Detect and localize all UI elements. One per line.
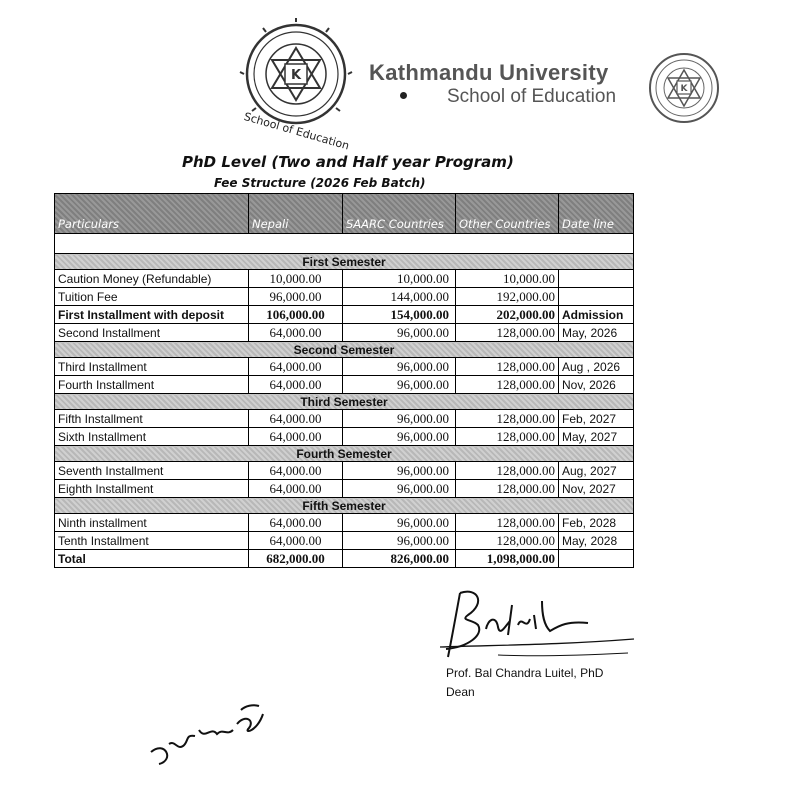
particular-cell: First Installment with deposit (55, 306, 249, 324)
particular-cell: Third Installment (55, 358, 249, 376)
table-row (55, 324, 634, 342)
saarc-cell: 96,000.00 (343, 376, 456, 394)
semester-label: Fifth Semester (55, 498, 634, 514)
saarc-cell: 144,000.00 (343, 288, 456, 306)
other-cell: 128,000.00 (456, 324, 559, 342)
semester-label: First Semester (55, 254, 634, 270)
header-nepali: Nepali (249, 194, 343, 234)
nepali-cell: 64,000.00 (249, 532, 343, 550)
header-other: Other Countries (456, 194, 559, 234)
particular-cell: Sixth Installment (55, 428, 249, 446)
date-cell: Feb, 2027 (559, 410, 634, 428)
header-date-line: Date line (559, 194, 634, 234)
saarc-cell: 96,000.00 (343, 324, 456, 342)
semester-label: Third Semester (55, 394, 634, 410)
other-cell: 128,000.00 (456, 376, 559, 394)
semester-heading (55, 394, 634, 410)
dean-name: Prof. Bal Chandra Luitel, PhD (446, 666, 604, 680)
other-cell: 128,000.00 (456, 532, 559, 550)
saarc-cell: 96,000.00 (343, 532, 456, 550)
other-cell: 128,000.00 (456, 514, 559, 532)
nepali-cell: 64,000.00 (249, 358, 343, 376)
blank-row (55, 234, 634, 254)
other-cell: 128,000.00 (456, 410, 559, 428)
nepali-cell: 64,000.00 (249, 428, 343, 446)
date-cell: Aug , 2026 (559, 358, 634, 376)
date-cell: Admission (559, 306, 634, 324)
particular-cell: Fifth Installment (55, 410, 249, 428)
particular-cell: Tuition Fee (55, 288, 249, 306)
other-cell: 128,000.00 (456, 358, 559, 376)
nepali-cell: 64,000.00 (249, 324, 343, 342)
dean-signature (438, 585, 638, 670)
table-row (55, 514, 634, 532)
saarc-cell: 96,000.00 (343, 410, 456, 428)
table-row (55, 410, 634, 428)
svg-text:K: K (680, 84, 688, 94)
nepali-cell: 64,000.00 (249, 480, 343, 498)
saarc-cell: 154,000.00 (343, 306, 456, 324)
seal-arc-text: School of Education (242, 110, 351, 153)
semester-label: Fourth Semester (55, 446, 634, 462)
nepali-cell: 10,000.00 (249, 270, 343, 288)
table-row (55, 428, 634, 446)
total-label: Total (55, 550, 249, 568)
svg-text:K: K (290, 68, 302, 83)
particular-cell: Fourth Installment (55, 376, 249, 394)
semester-label: Second Semester (55, 342, 634, 358)
nepali-cell: 64,000.00 (249, 462, 343, 480)
school-of-education-seal (236, 18, 360, 153)
table-row (55, 358, 634, 376)
date-cell: Aug, 2027 (559, 462, 634, 480)
header-saarc: SAARC Countries (343, 194, 456, 234)
saarc-cell: 96,000.00 (343, 358, 456, 376)
total-row (55, 550, 634, 568)
other-cell: 192,000.00 (456, 288, 559, 306)
table-row (55, 270, 634, 288)
saarc-cell: 10,000.00 (343, 270, 456, 288)
table-row (55, 306, 634, 324)
university-seal (646, 50, 722, 126)
semester-heading (55, 446, 634, 462)
particular-cell: Second Installment (55, 324, 249, 342)
other-cell: 128,000.00 (456, 480, 559, 498)
dean-title: Dean (446, 685, 475, 699)
date-cell: Nov, 2026 (559, 376, 634, 394)
other-cell: 128,000.00 (456, 428, 559, 446)
table-row (55, 462, 634, 480)
table-header-row (55, 194, 634, 234)
nepali-cell: 64,000.00 (249, 410, 343, 428)
date-cell (559, 288, 634, 306)
saarc-cell: 96,000.00 (343, 514, 456, 532)
date-cell: Feb, 2028 (559, 514, 634, 532)
fee-structure-table (54, 193, 634, 568)
particular-cell: Tenth Installment (55, 532, 249, 550)
semester-heading (55, 342, 634, 358)
particular-cell: Caution Money (Refundable) (55, 270, 249, 288)
total-date (559, 550, 634, 568)
handwritten-signature (145, 700, 275, 775)
nepali-cell: 64,000.00 (249, 514, 343, 532)
school-name: School of Education (447, 86, 617, 107)
bullet-mark (400, 92, 407, 99)
date-cell: Nov, 2027 (559, 480, 634, 498)
saarc-cell: 96,000.00 (343, 428, 456, 446)
table-row (55, 480, 634, 498)
total-nepali: 682,000.00 (249, 550, 343, 568)
particular-cell: Eighth Installment (55, 480, 249, 498)
saarc-cell: 96,000.00 (343, 480, 456, 498)
total-other: 1,098,000.00 (456, 550, 559, 568)
nepali-cell: 96,000.00 (249, 288, 343, 306)
particular-cell: Ninth installment (55, 514, 249, 532)
university-name: Kathmandu University (369, 60, 609, 85)
document-subtitle: Fee Structure (2026 Feb Batch) (214, 176, 426, 190)
header-particulars: Particulars (55, 194, 249, 234)
table-row (55, 376, 634, 394)
table-row (55, 532, 634, 550)
total-saarc: 826,000.00 (343, 550, 456, 568)
date-cell: May, 2027 (559, 428, 634, 446)
other-cell: 202,000.00 (456, 306, 559, 324)
semester-heading (55, 498, 634, 514)
date-cell: May, 2028 (559, 532, 634, 550)
semester-heading (55, 254, 634, 270)
other-cell: 128,000.00 (456, 462, 559, 480)
date-cell (559, 270, 634, 288)
saarc-cell: 96,000.00 (343, 462, 456, 480)
other-cell: 10,000.00 (456, 270, 559, 288)
nepali-cell: 64,000.00 (249, 376, 343, 394)
nepali-cell: 106,000.00 (249, 306, 343, 324)
particular-cell: Seventh Installment (55, 462, 249, 480)
document-title: PhD Level (Two and Half year Program) (182, 153, 514, 171)
table-row (55, 288, 634, 306)
date-cell: May, 2026 (559, 324, 634, 342)
